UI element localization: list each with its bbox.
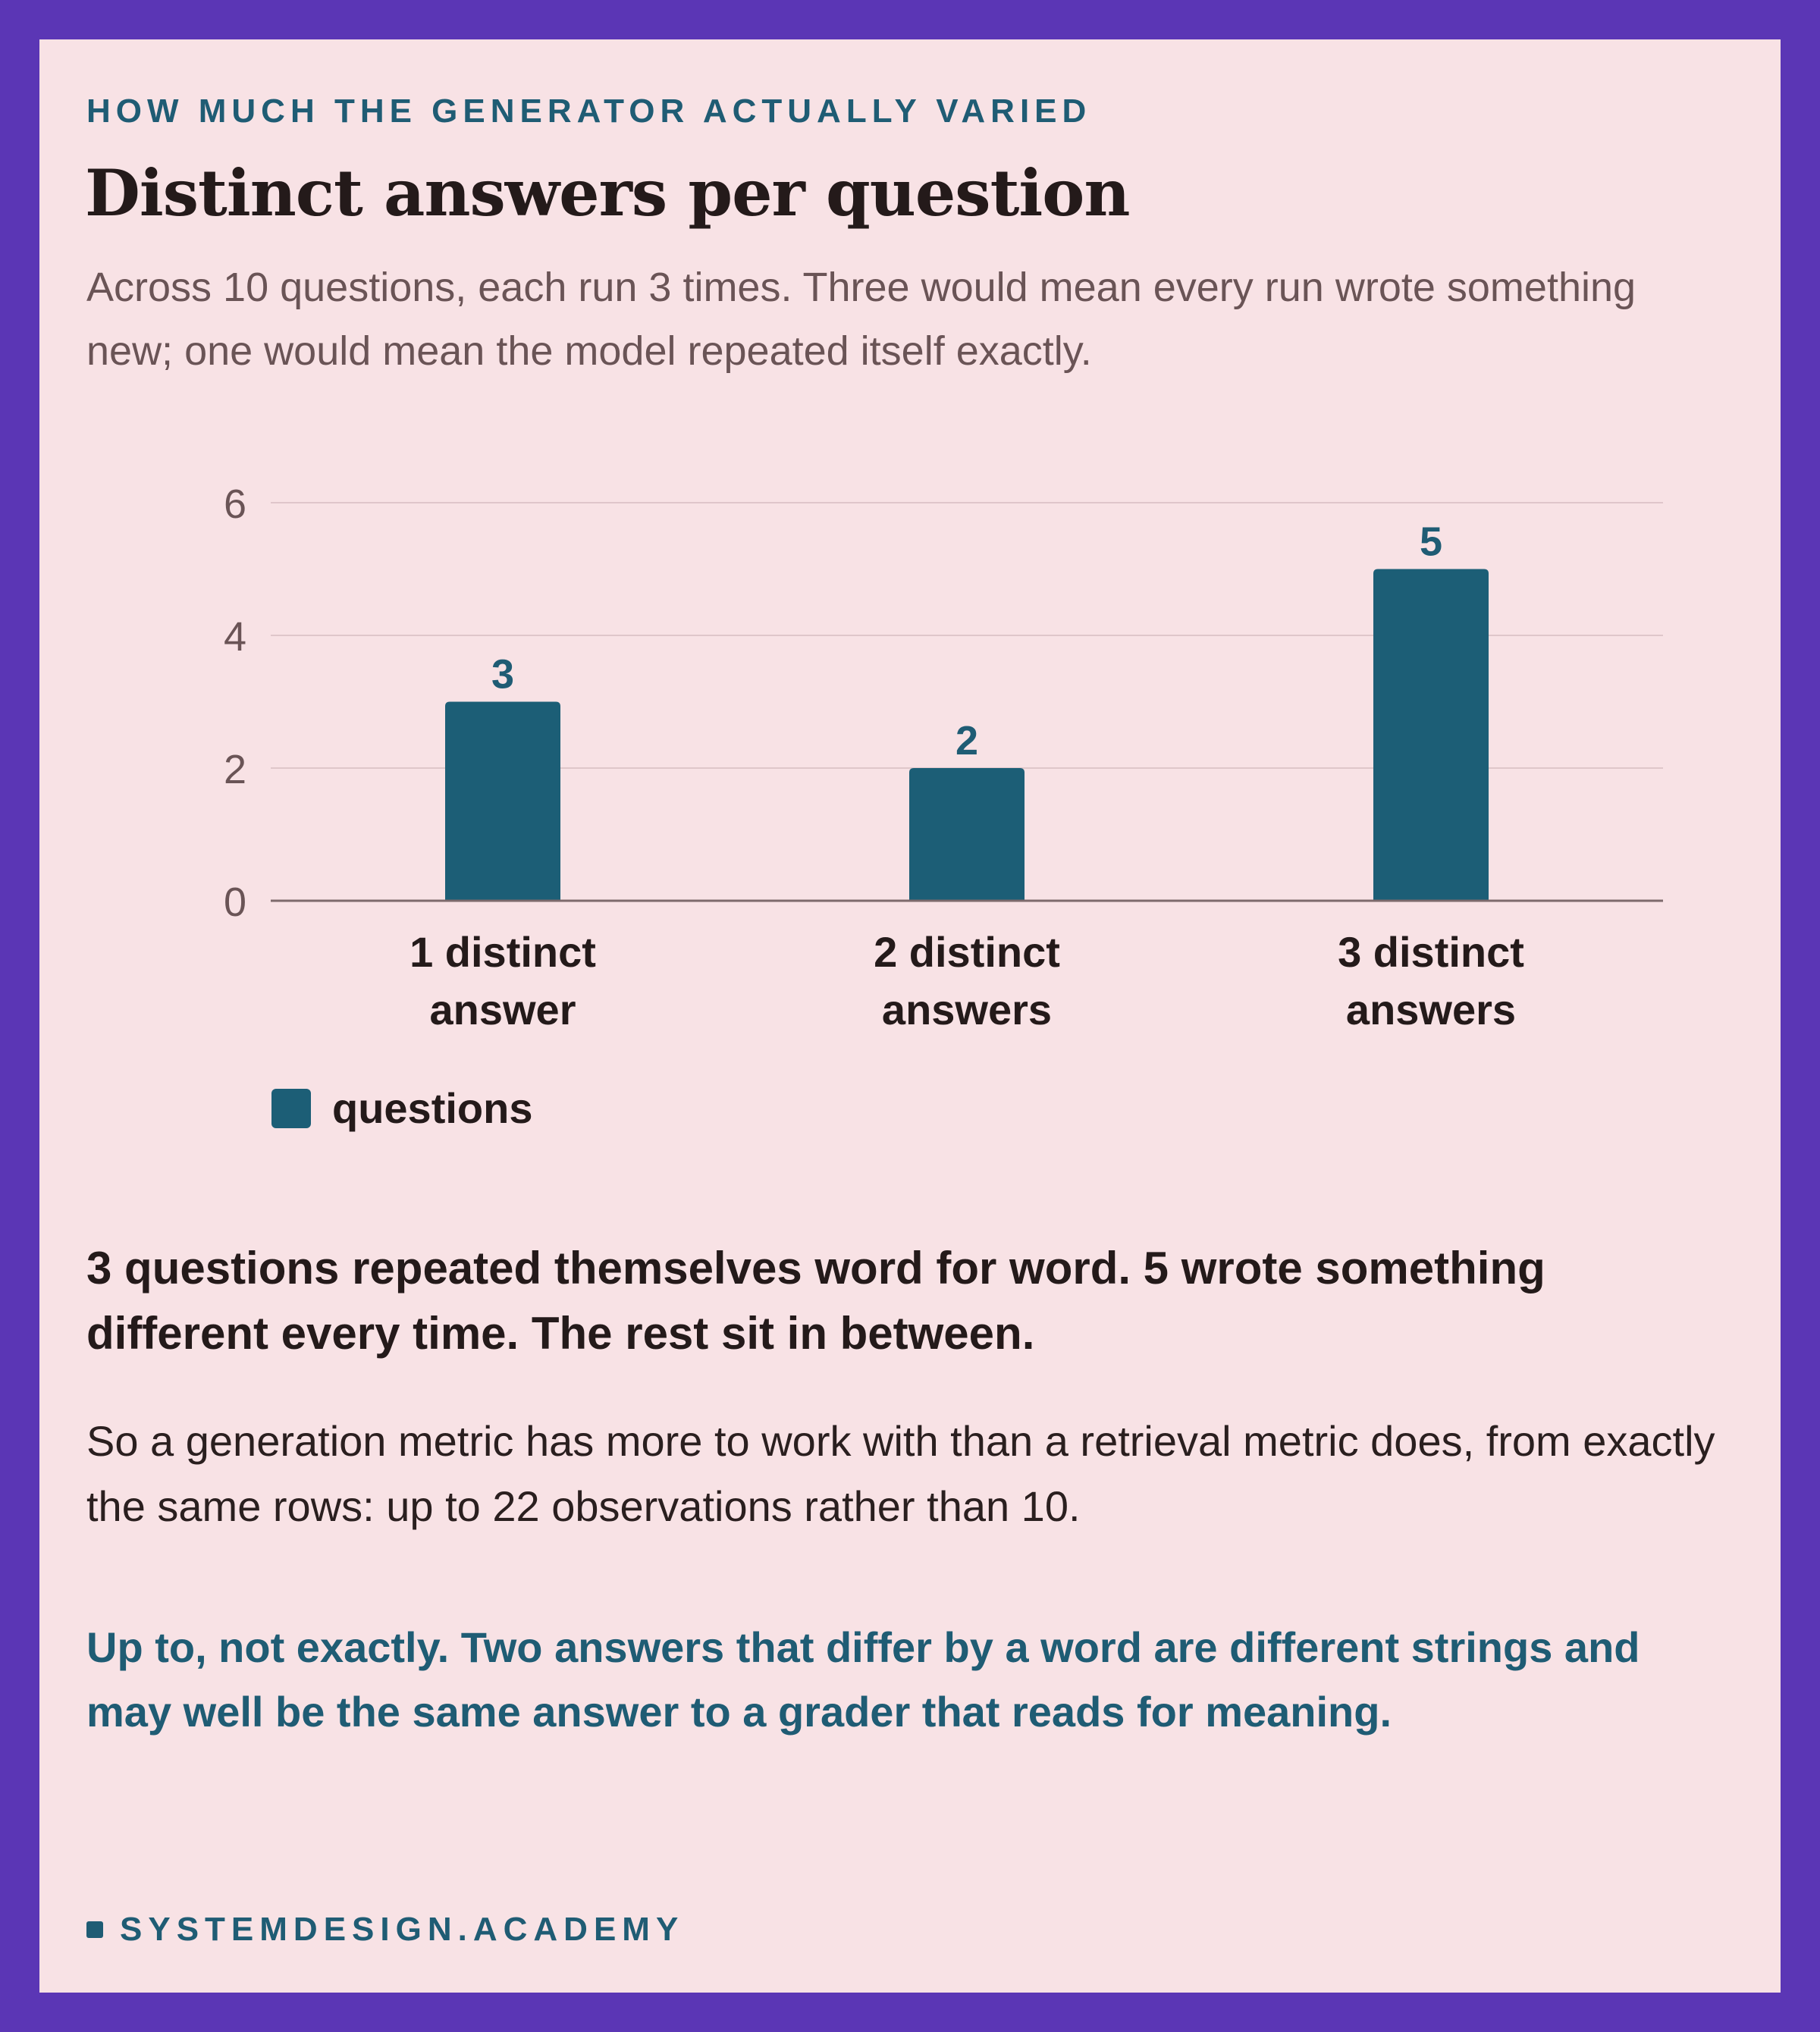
- headline: 3 questions repeated themselves word for word. 5 wrote something different every time. The rest sit in between.: [86, 1243, 1545, 1359]
- x-tick-label: answer: [429, 986, 576, 1033]
- brand-square-icon: [86, 1921, 103, 1938]
- y-tick-label: 2: [223, 747, 246, 792]
- x-tick-label: answers: [1345, 986, 1517, 1033]
- x-tick-label: 1 distinct: [410, 928, 596, 976]
- note: Up to, not exactly. Two answers that differ by a word are different strings and may well be the same answer to a grader that reads for meaning.: [86, 1623, 1640, 1736]
- x-tick-label: 3 distinct: [1338, 928, 1524, 976]
- bar: [1373, 569, 1489, 902]
- body-text: So a generation metric has more to work with than a retrieval metric does, from exactly the same rows: up to 22 observations rather than 10.: [86, 1417, 1715, 1530]
- bar: [445, 702, 560, 902]
- chart-title: Distinct answers per question: [85, 155, 1130, 230]
- y-tick-label: 4: [223, 614, 246, 660]
- brand-text: SYSTEMDESIGN.ACADEMY: [120, 1911, 685, 1948]
- chart-subtitle: Across 10 questions, each run 3 times. Three would mean every run wrote something new; one would mean the model repeated itself exactly.: [86, 265, 1636, 374]
- y-tick-label: 6: [223, 481, 246, 527]
- eyebrow: HOW MUCH THE GENERATOR ACTUALLY VARIED: [86, 93, 1092, 130]
- brand: [86, 1911, 684, 1949]
- x-tick-label: 2 distinct: [874, 928, 1060, 976]
- bar: [909, 768, 1025, 901]
- data-label: 3: [491, 651, 515, 698]
- legend-swatch: [271, 1089, 311, 1128]
- data-label: 2: [955, 718, 979, 764]
- x-tick-label: answers: [881, 986, 1053, 1033]
- data-label: 5: [1419, 519, 1443, 565]
- y-tick-label: 0: [223, 880, 246, 925]
- legend-label: questions: [332, 1084, 533, 1132]
